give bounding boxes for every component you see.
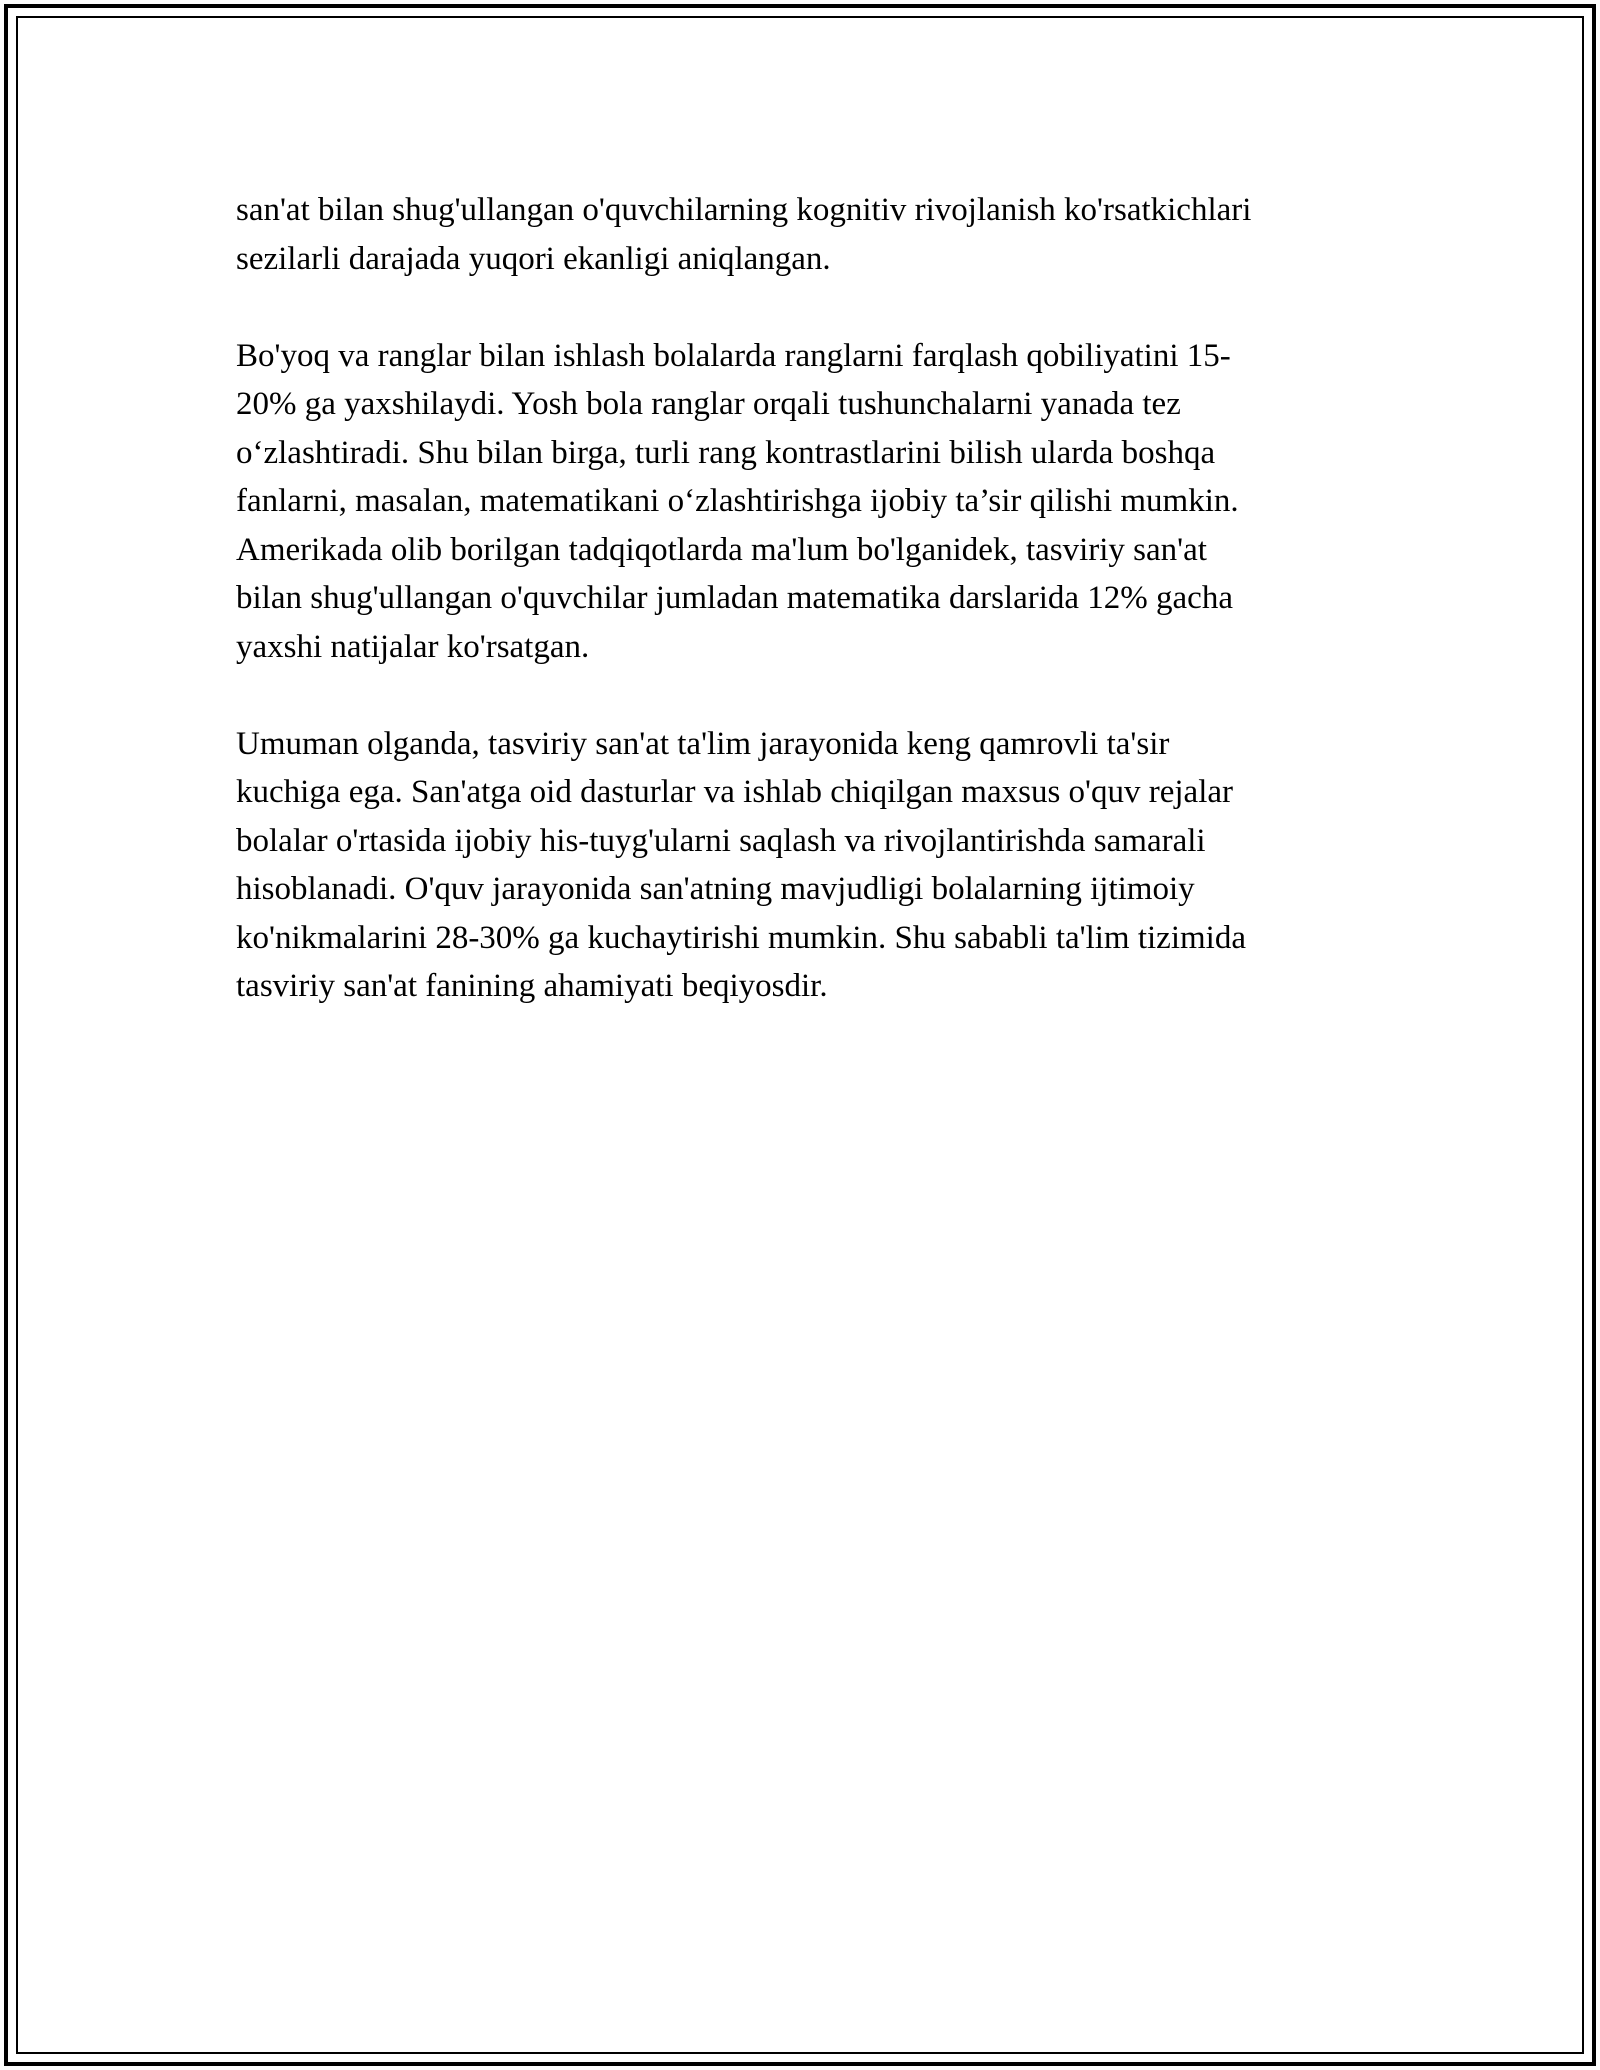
text-line: hisoblanadi. O'quv jarayonida san'atning mavjudligi bolalarning ijtimoiy bbox=[236, 871, 1195, 907]
text-line: bolalar o'rtasida ijobiy his-tuyg'ularni saqlash va rivojlantirishda samarali bbox=[236, 822, 1206, 859]
paragraph-3 bbox=[236, 720, 1371, 1011]
text-line: tasviriy san'at fanining ahamiyati beqiyosdir. bbox=[236, 968, 828, 1004]
text-line: 20% ga yaxshilaydi. Yosh bola ranglar orqali tushunchalarni yanada tez bbox=[236, 386, 1181, 422]
text-line: san'at bilan shug'ullangan o'quvchilarning kognitiv rivojlanish ko'rsatkichlari bbox=[236, 192, 1252, 228]
text-line: o‘zlashtiradi. Shu bilan birga, turli rang kontrastlarini bilish ularda boshqa bbox=[236, 434, 1216, 471]
text-line: sezilarli darajada yuqori ekanligi aniqlangan. bbox=[236, 240, 831, 277]
paragraph-2 bbox=[236, 332, 1371, 672]
text-line: yaxshi natijalar ko'rsatgan. bbox=[236, 628, 590, 665]
text-line: Amerikada olib borilgan tadqiqotlarda ma'lum bo'lganidek, tasviriy san'at bbox=[236, 531, 1207, 568]
text-line: kuchiga ega. San'atga oid dasturlar va ishlab chiqilgan maxsus o'quv rejalar bbox=[236, 774, 1234, 810]
text-line: fanlarni, masalan, matematikani o‘zlashtirishga ijobiy ta’sir qilishi mumkin. bbox=[236, 483, 1239, 519]
text-line: Bo'yoq va ranglar bilan ishlash bolalarda ranglarni farqlash qobiliyatini 15- bbox=[236, 337, 1231, 374]
text-line: ko'nikmalarini 28-30% ga kuchaytirishi mumkin. Shu sababli ta'lim tizimida bbox=[236, 919, 1246, 956]
text-line: bilan shug'ullangan o'quvchilar jumladan matematika darslarida 12% gacha bbox=[236, 580, 1233, 616]
paragraph-1 bbox=[236, 186, 1371, 283]
document-body bbox=[236, 186, 1371, 1059]
text-line: Umuman olganda, tasviriy san'at ta'lim jarayonida keng qamrovli ta'sir bbox=[236, 725, 1170, 762]
